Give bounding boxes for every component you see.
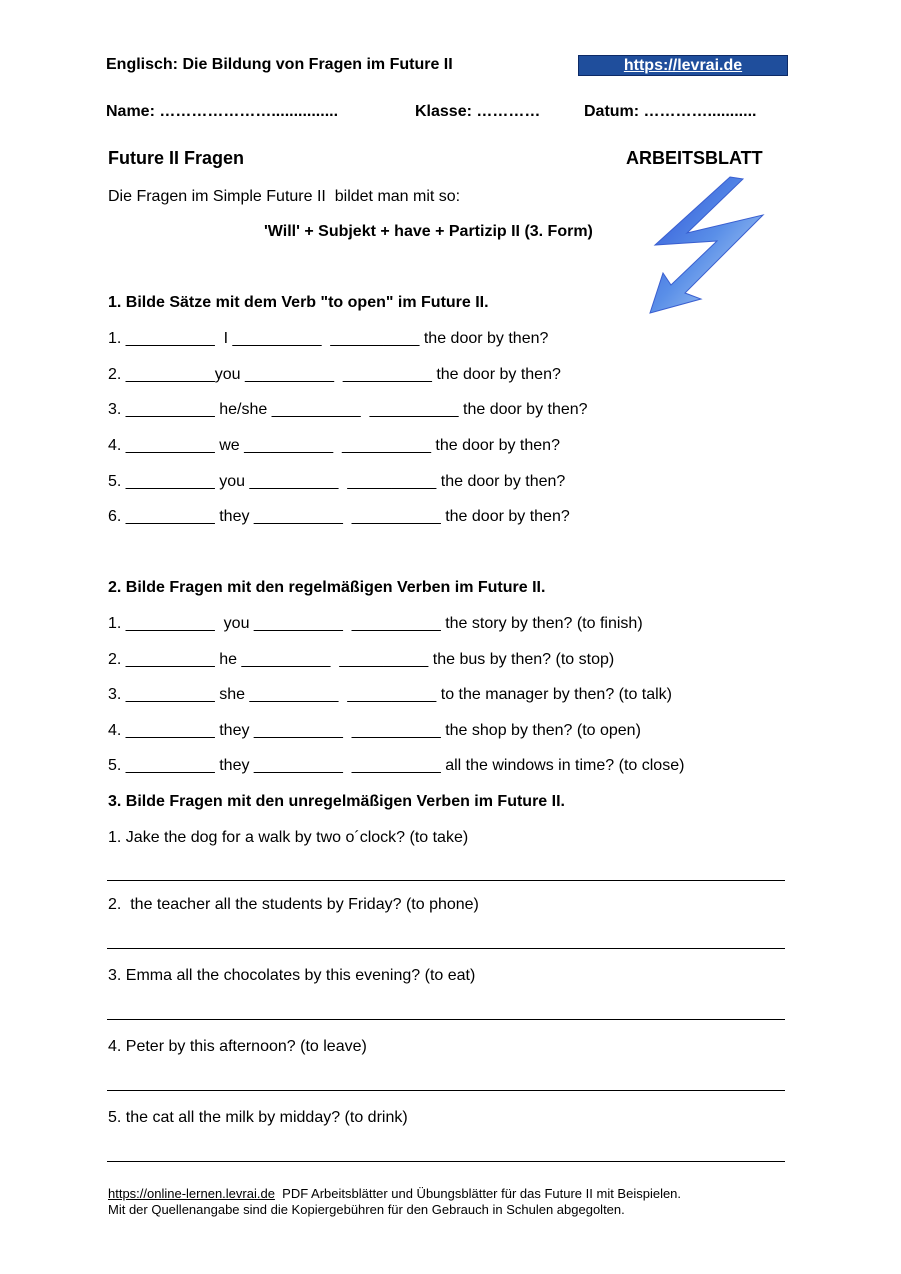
answer-line[interactable] [107, 880, 785, 881]
answer-line[interactable] [107, 1090, 785, 1091]
worksheet-label: ARBEITSBLATT [626, 148, 763, 168]
grammar-formula: 'Will' + Subjekt + have + Partizip II (3. Form) [264, 223, 593, 240]
page-heading: Future II Fragen [108, 148, 245, 168]
answer-line[interactable] [107, 1161, 785, 1162]
list-item: 5. the cat all the milk by midday? (to drink) [108, 1109, 408, 1126]
answer-line[interactable] [107, 948, 785, 949]
footer-link[interactable]: https://online-lernen.levrai.de [108, 1186, 275, 1201]
list-item: 6. __________ they __________ __________ the door by then? [108, 508, 570, 525]
intro-sentence: Die Fragen im Simple Future II bildet man mit so: [108, 188, 461, 205]
lightning-bolt-icon [645, 175, 770, 317]
section3-title: 3. Bilde Fragen mit den unregelmäßigen Verben im Future II. [108, 793, 565, 810]
list-item: 2. __________ he __________ __________ the bus by then? (to stop) [108, 651, 615, 668]
list-item: 2. the teacher all the students by Friday? (to phone) [108, 896, 479, 913]
list-item: 4. __________ we __________ __________ the door by then? [108, 437, 560, 454]
footer [108, 1186, 681, 1218]
list-item: 2. __________you __________ __________ the door by then? [108, 366, 561, 383]
footer-copyright-note: Mit der Quellenangabe sind die Kopiergebühren für den Gebrauch in Schulen abgegolten. [108, 1202, 625, 1217]
list-item: 3. Emma all the chocolates by this evening? (to eat) [108, 967, 476, 984]
list-item: 3. __________ she __________ __________ to the manager by then? (to talk) [108, 686, 673, 703]
list-item: 3. __________ he/she __________ __________ the door by then? [108, 401, 588, 418]
list-item: 4. __________ they __________ __________ the shop by then? (to open) [108, 722, 641, 739]
list-item: 1. __________ I __________ __________ the door by then? [108, 330, 549, 347]
answer-line[interactable] [107, 1019, 785, 1020]
website-link[interactable]: https://levrai.de [578, 55, 788, 76]
section2-title: 2. Bilde Fragen mit den regelmäßigen Verben im Future II. [108, 579, 546, 596]
list-item: 5. __________ they __________ __________ all the windows in time? (to close) [108, 757, 685, 774]
section1-title: 1. Bilde Sätze mit dem Verb "to open" im Future II. [108, 294, 489, 311]
list-item: 1. __________ you __________ __________ the story by then? (to finish) [108, 615, 643, 632]
footer-text: PDF Arbeitsblätter und Übungsblätter für das Future II mit Beispielen. [274, 1186, 682, 1201]
list-item: 1. Jake the dog for a walk by two o´clock? (to take) [108, 829, 469, 846]
date-field-label: Datum: …………........... [584, 103, 757, 120]
class-field-label: Klasse: ………… [415, 103, 541, 120]
list-item: 5. __________ you __________ __________ the door by then? [108, 473, 566, 490]
name-field-label: Name: …………………............... [106, 103, 339, 120]
worksheet-title: Englisch: Die Bildung von Fragen im Future II [106, 56, 453, 73]
list-item: 4. Peter by this afternoon? (to leave) [108, 1038, 367, 1055]
